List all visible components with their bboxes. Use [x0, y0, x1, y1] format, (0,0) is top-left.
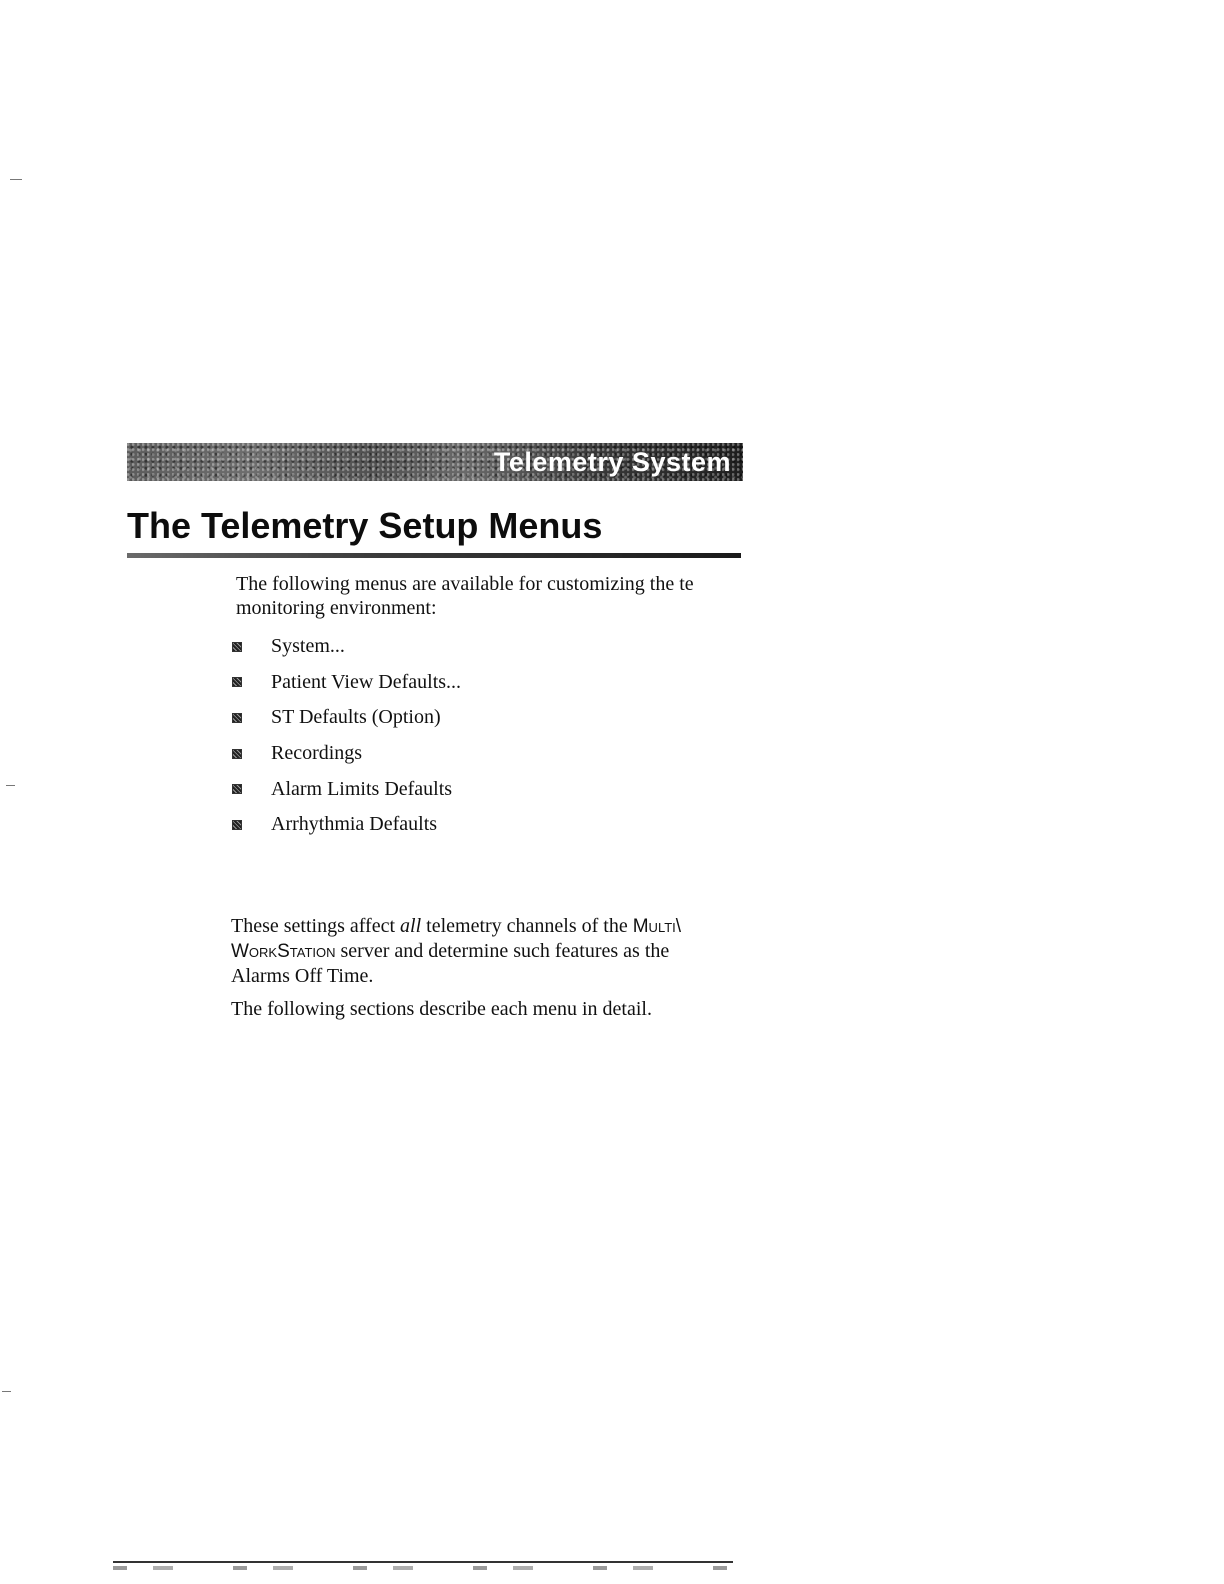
closing-paragraph: The following sections describe each menu in detail. [231, 998, 652, 1020]
scan-mark [2, 1391, 11, 1392]
text-run: telemetry channels of the [421, 915, 633, 937]
square-bullet-icon [232, 784, 242, 794]
title-rule [127, 553, 741, 558]
footer-rule [113, 1561, 733, 1563]
banner-title: Telemetry System [493, 447, 731, 477]
product-name: Multi\ [632, 916, 682, 937]
scan-mark [6, 785, 15, 786]
paragraph-line [231, 914, 743, 939]
square-bullet-icon [232, 642, 242, 652]
square-bullet-icon [232, 749, 242, 759]
menu-item-label: Patient View Defaults... [271, 670, 462, 693]
text-run: These settings affect [231, 915, 401, 937]
paragraph-line [231, 939, 743, 964]
menu-item-label: Alarm Limits Defaults [271, 777, 453, 800]
list-item [232, 736, 461, 772]
menu-item-label: Arrhythmia Defaults [271, 813, 438, 836]
menu-item-label: System... [271, 635, 345, 658]
page-title: The Telemetry Setup Menus [127, 505, 603, 546]
intro-line: The following menus are available for customizing the te [236, 573, 694, 595]
intro-paragraph [236, 572, 746, 620]
square-bullet-icon [232, 677, 242, 687]
section-banner [127, 443, 743, 481]
paragraph-line: Alarms Off Time. [231, 965, 374, 987]
menu-list [232, 629, 461, 843]
text-run: server and determine such features as the [335, 940, 670, 962]
product-name: WorkStation [231, 941, 336, 962]
square-bullet-icon [232, 713, 242, 723]
emphasis-text: all [400, 915, 422, 937]
square-bullet-icon [232, 820, 242, 830]
list-item [232, 771, 461, 807]
scan-mark [10, 179, 22, 180]
list-item [232, 700, 461, 736]
settings-paragraph [231, 914, 743, 988]
list-item [232, 807, 461, 843]
list-item [232, 665, 461, 701]
footer-text-cropped [113, 1566, 733, 1570]
menu-item-label: Recordings [271, 742, 363, 765]
list-item [232, 629, 461, 665]
menu-item-label: ST Defaults (Option) [271, 706, 441, 729]
intro-line: monitoring environment: [236, 597, 437, 619]
